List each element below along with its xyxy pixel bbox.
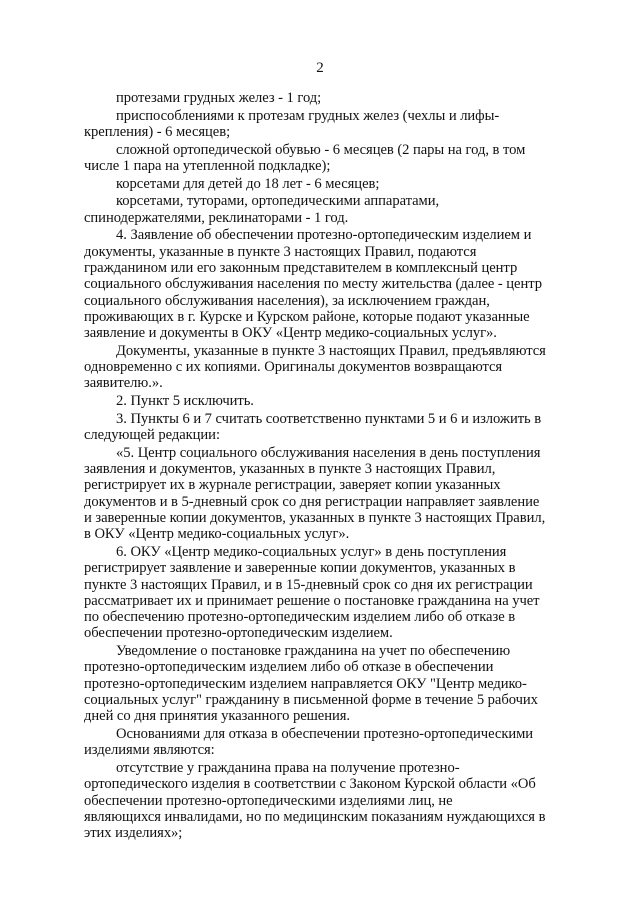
paragraph: отсутствие у гражданина права на получение протезно- ортопедического изделия в соответствии с Законом Курской области «Об обеспечении протезно-ортопедическими изделиями лиц, не являющихся инвалидами, но по медицинским показаниям нуждающихся в этих изделиях»; xyxy=(84,759,546,842)
paragraph: Основаниями для отказа в обеспечении протезно-ортопедическими изделиями являются: xyxy=(84,725,534,759)
paragraph: протезами грудных желез - 1 год; xyxy=(116,90,322,106)
page-number: 2 xyxy=(316,60,324,76)
paragraph: 2. Пункт 5 исключить. xyxy=(116,393,254,410)
paragraph: корсетами для детей до 18 лет - 6 месяцев; xyxy=(116,175,380,192)
paragraph: 3. Пункты 6 и 7 считать соответственно пунктами 5 и 6 и изложить в следующей редакции: xyxy=(84,410,542,444)
paragraph: 4. Заявление об обеспечении протезно-ортопедическим изделием и документы, указанные в пункте 3 настоящих Правил, подаются гражданином или его законным представителем в комплексный центр социального обслуживания населения по месту жительства (далее - центр социального обслуживания населения), за исключением граждан, проживающих в г. Курске и Курском районе, которые подают указанные заявление и документы в ОКУ «Центр медико-социальных услуг». xyxy=(84,227,542,342)
paragraph: «5. Центр социального обслуживания населения в день поступления заявления и документов, указанных в пункте 3 настоящих Правил, регистрирует их в журнале регистрации, заверяет копии указанных документов и в 5-дневный срок со дня регистрации направляет заявление и заверенные копии документов, указанных в пункте 3 настоящих Правил, в ОКУ «Центр медико-социальных услуг». xyxy=(84,444,546,543)
paragraph: 6. ОКУ «Центр медико-социальных услуг» в день поступления регистрирует заявление и заверенные копии документов, указанных в пункте 3 настоящих Правил, и в 15-дневный срок со дня их регистрации рассматривает их и принимает решение о постановке гражданина на учет по обеспечению протезно-ортопедическим изделием либо об отказе в обеспечении протезно-ортопедическим изделием. xyxy=(84,543,540,642)
paragraph: сложной ортопедической обувью - 6 месяцев (2 пары на год, в том числе 1 пара на утепленной подкладке); xyxy=(84,141,526,174)
document-body xyxy=(84,90,570,841)
paragraph: корсетами, туторами, ортопедическими аппаратами, спинодержателями, реклинаторами - 1 год. xyxy=(84,193,440,226)
paragraph: Документы, указанные в пункте 3 настоящих Правил, предъявляются одновременно с их копиями. Оригиналы документов возвращаются заявителю.». xyxy=(84,342,546,392)
paragraph: Уведомление о постановке гражданина на учет по обеспечению протезно-ортопедическим изделием либо об отказе в обеспечении протезно-ортопедическим изделием направляется ОКУ "Центр медико- социальных услуг" гражданину в письменной форме в течение 5 рабочих дней со дня принятия указанного решения. xyxy=(84,643,538,725)
paragraph: приспособлениями к протезам грудных желез (чехлы и лифы- крепления) - 6 месяцев; xyxy=(84,107,500,140)
